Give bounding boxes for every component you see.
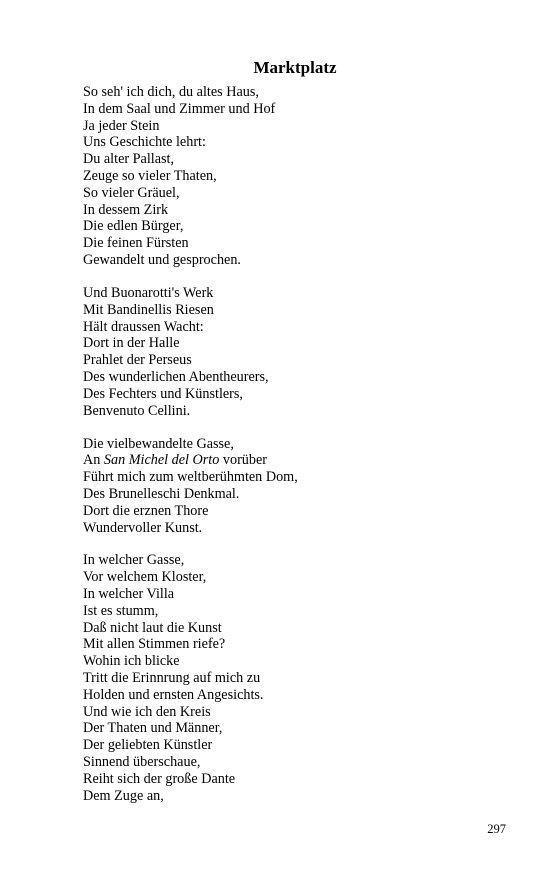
poem-line: Benvenuto Cellini. [83,402,191,419]
poem-line: Der geliebten Künstler [83,737,213,754]
poem-line: Dem Zuge an, [83,787,164,804]
poem-line: In welcher Gasse, [83,552,185,569]
poem-line: Hält draussen Wacht: [83,318,204,335]
poem-line: Des Fechters und Künstlers, [83,385,243,402]
poem-line: Dort die erznen Thore [83,502,209,519]
poem-line-italic-text: San Michel del Orto [103,452,220,469]
poem-line: Zeuge so vieler Thaten, [83,167,217,184]
poem-line: Ist es stumm, [83,602,159,619]
poem-line: Mit allen Stimmen riefe? [83,636,226,653]
poem-line: Des wunderlichen Abentheurers, [83,368,269,385]
poem-body [83,84,503,804]
poem-line: Vor welchem Kloster, [83,569,207,586]
poem-line: Ja jeder Stein [83,117,160,134]
stanza [83,436,503,537]
poem-line: In dessem Zirk [83,201,169,218]
poem-line: So vieler Gräuel, [83,184,180,201]
poem-line: Holden und ernsten Angesichts. [83,686,264,703]
poem-line: Prahlet der Perseus [83,352,192,369]
poem-line: Sinnend überschaue, [83,754,201,771]
poem-line: Der Thaten und Männer, [83,720,223,737]
poem-line: Du alter Pallast, [83,151,175,168]
poem-title: Marktplatz [253,58,337,77]
poem-line: Des Brunelleschi Denkmal. [83,485,240,502]
poem-line: Wohin ich blicke [83,653,180,670]
poem-line: Und Buonarotti's Werk [83,284,214,301]
poem-line: Die feinen Fürsten [83,235,189,252]
poem-line: Tritt die Erinnrung auf mich zu [83,670,261,687]
poem-line: Reiht sich der große Dante [83,770,236,787]
stanza [83,285,503,419]
poem-line-text: An [83,452,104,469]
stanza [83,552,503,804]
poem-line: In welcher Villa [83,586,175,603]
poem-line: Und wie ich den Kreis [83,703,211,720]
poem-line: Dort in der Halle [83,335,180,352]
poem-line: Führt mich zum weltberühmten Dom, [83,469,298,486]
poem-line: Wundervoller Kunst. [83,519,203,536]
poem-line [83,452,503,469]
poem-line: So seh' ich dich, du altes Haus, [83,84,259,100]
poem-line: Uns Geschichte lehrt: [83,134,206,151]
poem-line: Die vielbewandelte Gasse, [83,435,234,452]
poem-line: In dem Saal und Zimmer und Hof [83,100,276,117]
poem-line-text: vorüber [219,452,268,469]
stanza [83,84,503,269]
poem-line: Mit Bandinellis Riesen [83,301,214,318]
poem-line: Gewandelt und gesprochen. [83,251,241,268]
poem-line: Die edlen Bürger, [83,218,184,235]
poem-line: Daß nicht laut die Kunst [83,619,222,636]
page-number: 297 [487,822,506,836]
